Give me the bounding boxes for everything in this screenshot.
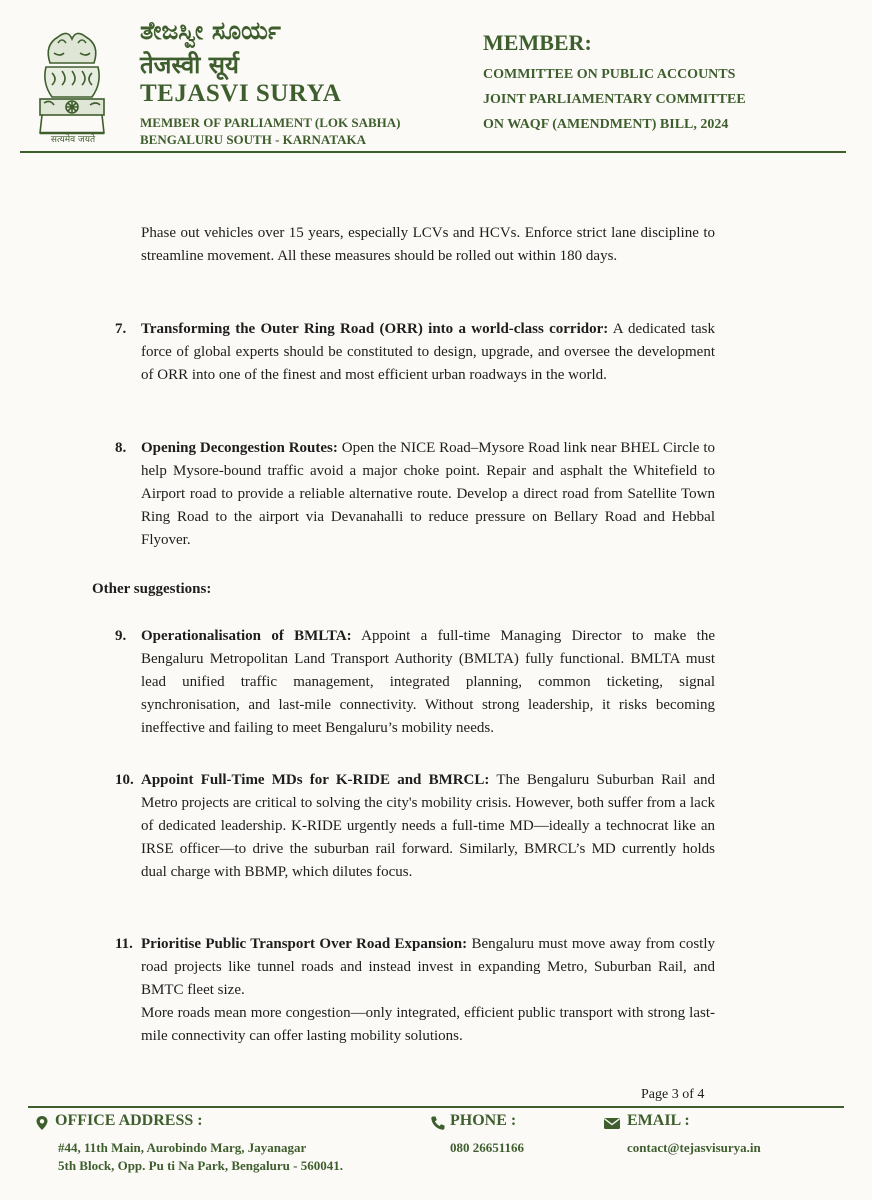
list-item — [141, 625, 715, 740]
item-text: Appoint a full-time Managing Director to make the Bengaluru Metropolitan Land Transport Authority (BMLTA) fully functional. BMLTA must lead unified traffic management, integrated planning, common ticketing, signal synchronisation, and last-mile connectivity. Without strong leadership, it risks becoming ineffective and failing to meet Bengaluru’s mobility needs. — [141, 628, 715, 736]
office-address-label: OFFICE ADDRESS : — [55, 1112, 203, 1129]
national-emblem-icon — [28, 18, 116, 148]
item-text: Open the NICE Road–Mysore Road link near BHEL Circle to help Mysore-bound traffic avoid a major choke point. Repair and asphalt the Whitefield to Airport road to provide a reliable alternative route. Develop a direct road from Satellite Town Ring Road to the airport via Devanahalli to reduce pressure on Bellary Road and Hebbal Flyover. — [141, 440, 715, 548]
committee-line: ON WAQF (AMENDMENT) BILL, 2024 — [483, 117, 729, 132]
item-number: 9. — [115, 628, 127, 644]
phone-icon — [430, 1115, 446, 1131]
list-item — [141, 769, 715, 884]
list-item — [141, 933, 715, 1048]
item-title: Opening Decongestion Routes: — [141, 440, 338, 456]
designation: MEMBER OF PARLIAMENT (LOK SABHA) — [140, 115, 401, 130]
letterhead — [0, 0, 872, 160]
item-text-continued: More roads mean more congestion—only integrated, efficient public transport with strong last-mile connectivity can offer lasting mobility solutions. — [141, 1005, 715, 1044]
item-title: Prioritise Public Transport Over Road Expansion: — [141, 936, 468, 952]
list-item — [141, 437, 715, 552]
subheading: Other suggestions: — [92, 581, 212, 597]
item-text: Bengaluru must move away from costly road projects like tunnel roads and instead invest in expanding Metro, Suburban Rail, and BMTC fleet size. — [141, 936, 715, 998]
name-kannada: ತೇಜಸ್ವೀ ಸೂರ್ಯ — [140, 16, 281, 45]
item-number: 7. — [115, 321, 127, 337]
address-line: #44, 11th Main, Aurobindo Marg, Jayanagar — [58, 1140, 307, 1155]
item-number: 8. — [115, 440, 127, 456]
member-title: MEMBER: — [483, 30, 592, 55]
footer-divider — [28, 1106, 844, 1108]
item-number: 10. — [115, 772, 134, 788]
item-title: Transforming the Outer Ring Road (ORR) into a world-class corridor: — [141, 321, 609, 337]
location-pin-icon — [34, 1115, 50, 1131]
email-label: EMAIL : — [627, 1112, 690, 1129]
phone-label: PHONE : — [450, 1112, 517, 1129]
continuation-text: Phase out vehicles over 15 years, especially LCVs and HCVs. Enforce strict lane discipline to streamline movement. All these measures should be rolled out within 180 days. — [141, 225, 715, 264]
item-text: A dedicated task force of global experts should be constituted to design, upgrade, and oversee the development of ORR into one of the finest and most efficient urban roadways in the world. — [141, 321, 715, 383]
item-title: Appoint Full-Time MDs for K-RIDE and BMRCL: — [141, 772, 490, 788]
header-divider — [20, 151, 846, 153]
item-title: Operationalisation of BMLTA: — [141, 628, 352, 644]
continuation-paragraph — [141, 222, 715, 268]
committee-line: JOINT PARLIAMENTARY COMMITTEE — [483, 92, 746, 107]
list-item — [141, 318, 715, 387]
name-english: TEJASVI SURYA — [140, 80, 342, 107]
name-hindi: तेजस्वी सूर्य — [140, 51, 239, 79]
constituency: BENGALURU SOUTH - KARNATAKA — [140, 132, 366, 147]
phone-number[interactable]: 080 26651166 — [450, 1140, 525, 1155]
email-address[interactable]: contact@tejasvisurya.in — [627, 1140, 761, 1155]
item-text: The Bengaluru Suburban Rail and Metro projects are critical to solving the city's mobility crisis. However, both suffer from a lack of dedicated leadership. K-RIDE urgently needs a full-time MD—ideally a technocrat like an IRSE officer—to drive the suburban rail forward. Similarly, BMRCL’s MD currently holds dual charge with BBMP, which dilutes focus. — [141, 772, 715, 880]
item-number: 11. — [115, 936, 133, 952]
email-icon — [603, 1115, 621, 1131]
emblem-motto: सत्यमेव जयते — [50, 135, 96, 145]
page-number: Page 3 of 4 — [641, 1087, 705, 1102]
committee-line: COMMITTEE ON PUBLIC ACCOUNTS — [483, 67, 736, 82]
address-line: 5th Block, Opp. Pu ti Na Park, Bengaluru - 560041. — [58, 1158, 343, 1173]
